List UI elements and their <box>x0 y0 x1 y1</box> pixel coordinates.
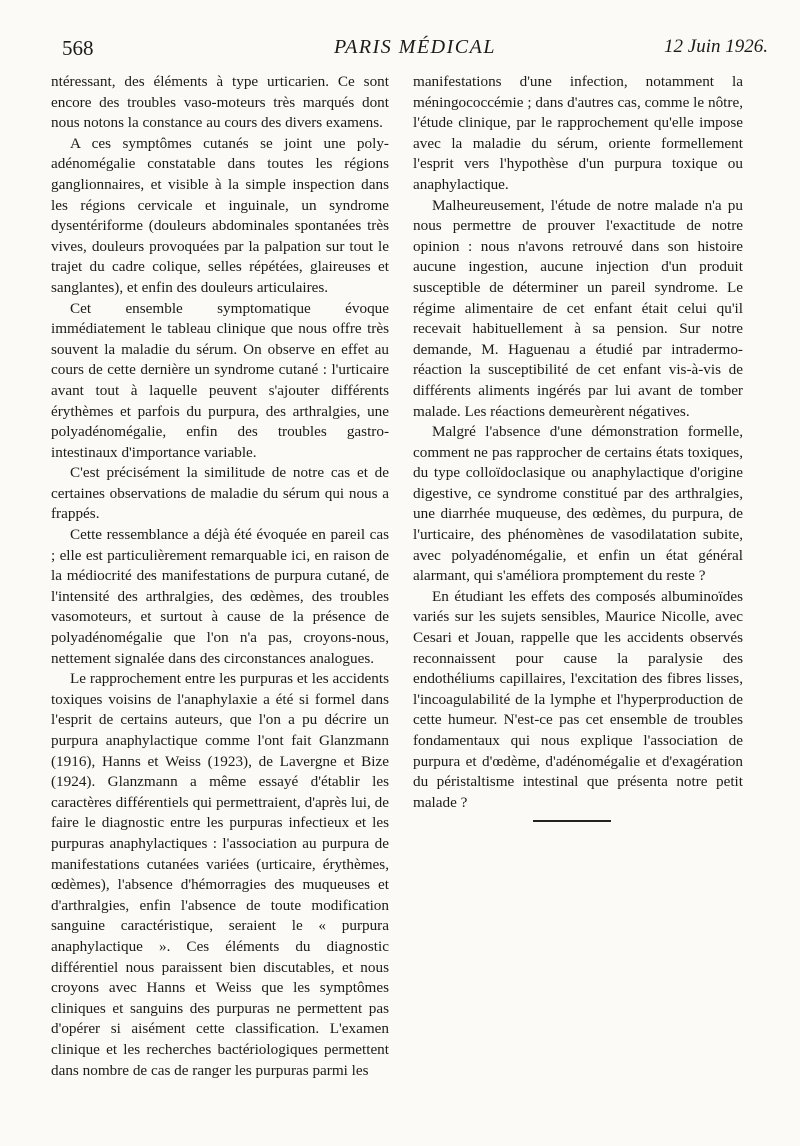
left-column <box>51 72 389 1081</box>
paragraph: Cette ressemblance a déjà été évoquée en pareil cas ; elle est particulièrement remarquable ici, en raison de la médiocrité des manifestations de purpura cutané, de l'intensité des arthralgies, des œdèmes, des troubles vasomoteurs, et surtout à cause de la présence de polyadénomégalie que l'on n'a pas, croyons-nous, nettement signalée dans des circonstances analogues. <box>51 526 389 667</box>
paragraph: Malheureusement, l'étude de notre malade n'a pu nous permettre de prouver l'exactitude de notre opinion : nous n'avons retrouvé dans son histoire aucune ingestion, aucune injection d'un produit susceptible de déterminer un pareil syndrome. Le régime alimentaire de cet enfant était celui qu'il recevait habituellement à sa pension. Sur notre demande, M. Haguenau a étudié par intradermo-réaction la susceptibilité de cet enfant vis-à-vis de différents aliments ingérés par lui avant de tomber malade. Les réactions demeurèrent négatives. <box>413 196 743 420</box>
paragraph: En étudiant les effets des composés albuminoïdes variés sur les sujets sensibles, Maurice Nicolle, avec Cesari et Jouan, rappelle que les accidents observés reconnaissent pour cause la paralysie des endothéliums capillaires, l'excitation des fibres lisses, l'incoagulabilité de la lymphe et l'hyperproduction de cette humeur. N'est-ce pas cet ensemble de troubles fondamentaux qui nous explique l'association de purpura et d'œdème, d'adénomégalie et d'exagération du péristaltisme intestinal que présenta notre petit malade ? <box>413 587 743 811</box>
running-header <box>62 36 768 66</box>
paragraph: Malgré l'absence d'une démonstration formelle, comment ne pas rapprocher de certains états toxiques, du type colloïdoclasique ou anaphylactique d'origine digestive, ce syndrome constitué par des arthralgies, une diarrhée muqueuse, des œdèmes, du purpura, de l'urticaire, des phénomènes de vasodilatation subite, avec polyadénomégalie, et enfin un état général alarmant, qui s'améliora promptement du reste ? <box>413 423 743 585</box>
page-number: 568 <box>62 36 94 60</box>
journal-title: PARIS MÉDICAL <box>334 36 496 58</box>
paragraph: manifestations d'une infection, notamment la méningococcémie ; dans d'autres cas, comme le nôtre, l'étude clinique, par le rapprochement qu'elle impose avec la maladie du sérum, oriente formellement l'esprit vers l'hypothèse d'un purpura toxique ou anaphylactique. <box>413 73 743 193</box>
section-end-rule <box>533 820 611 822</box>
paragraph: C'est précisément la similitude de notre cas et de certaines observations de maladie du sérum qui nous a frappés. <box>51 464 389 523</box>
issue-date: 12 Juin 1926. <box>664 36 768 57</box>
paragraph: Le rapprochement entre les purpuras et les accidents toxiques voisins de l'anaphylaxie a été si formel dans l'esprit de certains auteurs, que l'on a pu décrire un purpura anaphylactique comme l'ont fait Glanzmann (1916), Hanns et Weiss (1923), de Lavergne et Bize (1924). Glanzmann a même essayé d'établir les caractères différentiels qui permettraient, d'après lui, de faire le diagnostic entre les purpuras infectieux et les purpuras anaphylactiques : l'association au purpura de manifestations cutanées variées (urticaire, érythèmes, œdèmes), l'absence d'hémorragies des muqueuses et d'arthralgies, enfin l'absence de toute modification sanguine caractéristique, seraient le « purpura anaphylactique ». Ces éléments du diagnostic différentiel nous paraissent bien discutables, et nous croyons avec Hanns et Weiss que les symptômes cliniques et sanguins des purpuras ne permettent pas d'opérer si aisément cette classification. L'examen clinique et les recherches bactériologiques permettent dans nombre de cas de ranger les purpuras parmi les <box>51 670 389 1079</box>
right-column <box>413 72 743 813</box>
paragraph: A ces symptômes cutanés se joint une poly-adénomégalie constatable dans toutes les régions ganglionnaires, et visible à la simple inspection dans les régions cervicale et inguinale, un syndrome dysentériforme (douleurs abdominales spontanées très vives, douleurs provoquées par la palpation sur tout le trajet du cadre colique, selles répétées, glaireuses et sanglantes), et enfin des douleurs articulaires. <box>51 134 389 296</box>
paragraph: Cet ensemble symptomatique évoque immédiatement le tableau clinique que nous offre très souvent la maladie du sérum. On observe en effet au cours de cette dernière un syndrome cutané : l'urticaire avant tout à laquelle peuvent s'ajouter différents érythèmes et parfois du purpura, des arthralgies, une polyadénomégalie, enfin des troubles gastro-intestinaux d'importance variable. <box>51 299 389 461</box>
paragraph: ntéressant, des éléments à type urticarien. Ce sont encore des troubles vaso-moteurs très marqués dont nous notons la constance au cours des divers examens. <box>51 73 389 132</box>
